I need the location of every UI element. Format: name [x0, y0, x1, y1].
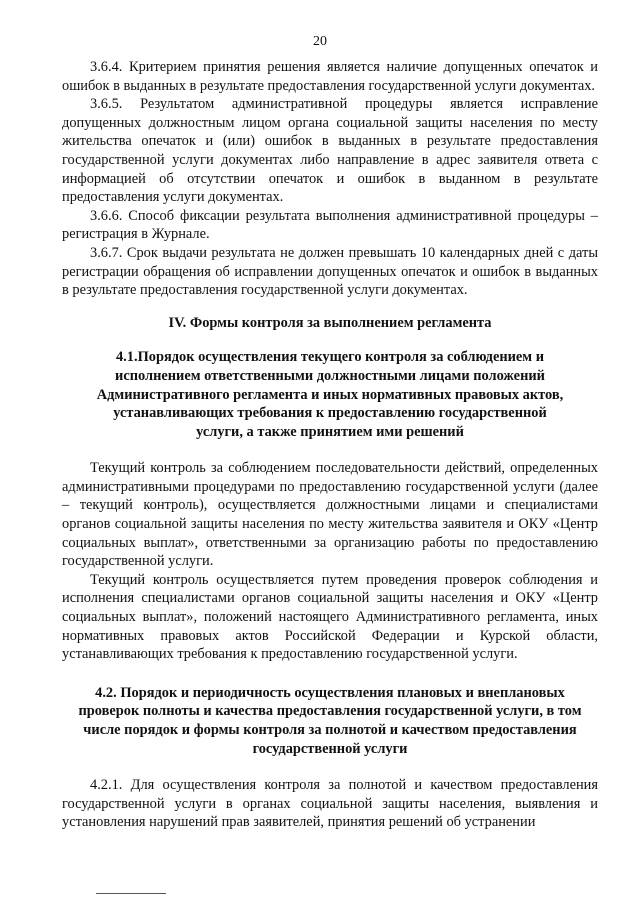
paragraph-4-1-b: Текущий контроль осуществляется путем проведения проверок соблюдения и исполнения специалистами органов социальной защиты населения и ОКУ «Центр социальных выплат», положений настоящего Административного регламента, иных нормативных правовых актов Российской Федерации и Курской области, устанавливающих требования к предоставлению государственной услуги. [62, 571, 598, 663]
subsection-heading-4-1: 4.1.Порядок осуществления текущего контроля за соблюдением и исполнением ответственными должностными лицами положений Административного регламента и иных нормативных правовых актов, устанавливающих требования к предоставлению государственной услуги, а также принятием ими решений [96, 349, 564, 440]
page-number: 20 [313, 34, 327, 49]
paragraph-3-6-4: 3.6.4. Критерием принятия решения является наличие допущенных опечаток и ошибок в выданных в результате предоставления государственной услуги документах. [62, 59, 598, 94]
paragraph-3-6-6: 3.6.6. Способ фиксации результата выполнения административной процедуры – регистрация в Журнале. [62, 207, 598, 243]
paragraph-3-6-5: 3.6.5. Результатом административной процедуры является исправление допущенных должностным лицом органа социальной защиты населения по месту жительства опечаток и (или) ошибок в выданных в результате предоставления государственной услуги документах либо направление в адрес заявителя ответа с информацией об отсутствии опечаток и ошибок в выданном в результате предоставления услуги документах. [62, 96, 598, 206]
section-heading-iv: IV. Формы контроля за выполнением регламента [168, 314, 492, 331]
paragraph-4-1-a: Текущий контроль за соблюдением последовательности действий, определенных административными процедурами по предоставлению государственной услуги (далее – текущий контроль), осуществляется должностными лицами и специалистами органов социальной защиты населения по месту жительства заявителя и ОКУ «Центр социальных выплат», ответственными за организацию работы по предоставлению государственной услуги. [62, 460, 598, 570]
paragraph-3-6-7: 3.6.7. Срок выдачи результата не должен превышать 10 календарных дней с даты регистрации обращения об исправлении допущенных опечаток и ошибок в выданных в результате предоставления государственной услуги документах. [62, 244, 598, 299]
subsection-heading-4-2: 4.2. Порядок и периодичность осуществления плановых и внеплановых проверок полноты и качества предоставления государственной услуги, в том числе порядок и формы контроля за полнотой и качеством предоставления государственной услуги [78, 684, 582, 757]
paragraph-4-2-1: 4.2.1. Для осуществления контроля за полнотой и качеством предоставления государственной услуги в органах социальной защиты населения, выявления и установления нарушений прав заявителей, принятия решений об устранении [62, 777, 598, 831]
footer-rule [96, 893, 166, 894]
document-body [62, 58, 598, 832]
